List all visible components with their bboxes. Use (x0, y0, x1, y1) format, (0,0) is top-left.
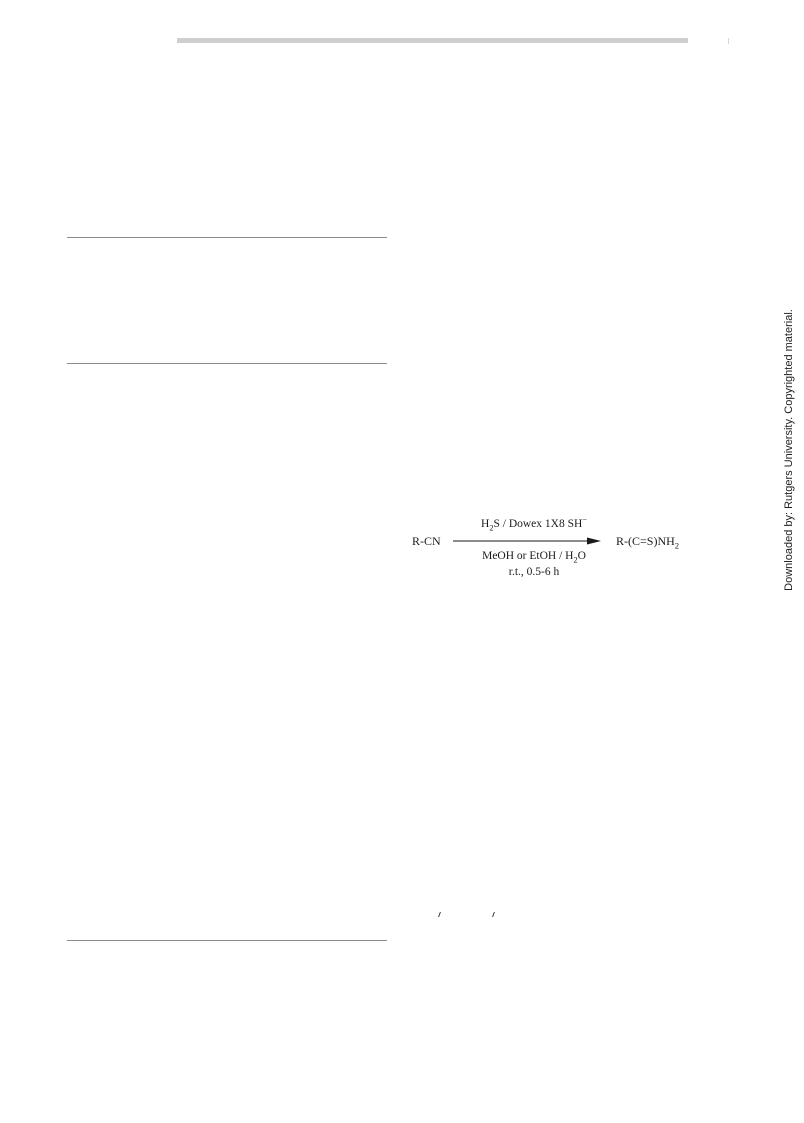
watermark-container (774, 200, 804, 700)
stray-mark (438, 912, 441, 917)
footnote-rule (67, 940, 387, 941)
product-label: $R-(C=S)NH_2$ (616, 534, 680, 551)
header-tick (728, 38, 729, 44)
section-rule (67, 363, 387, 364)
download-watermark: Downloaded by: Rutgers University. Copyrighted material. (783, 309, 795, 591)
section-rule (67, 237, 387, 238)
reaction-scheme (400, 510, 700, 590)
stray-mark (492, 912, 495, 917)
page-header-rule (177, 38, 688, 43)
conditions-label: r.t., 0.5-6 h (508, 566, 560, 578)
reactant-label: R-CN (412, 534, 441, 548)
reagent-label: $H_2S$ / Dowex 1X8 SH− (481, 515, 587, 533)
reaction-arrow-icon (453, 536, 603, 546)
solvent-label: MeOH or EtOH / $H_2O$ (482, 550, 586, 565)
